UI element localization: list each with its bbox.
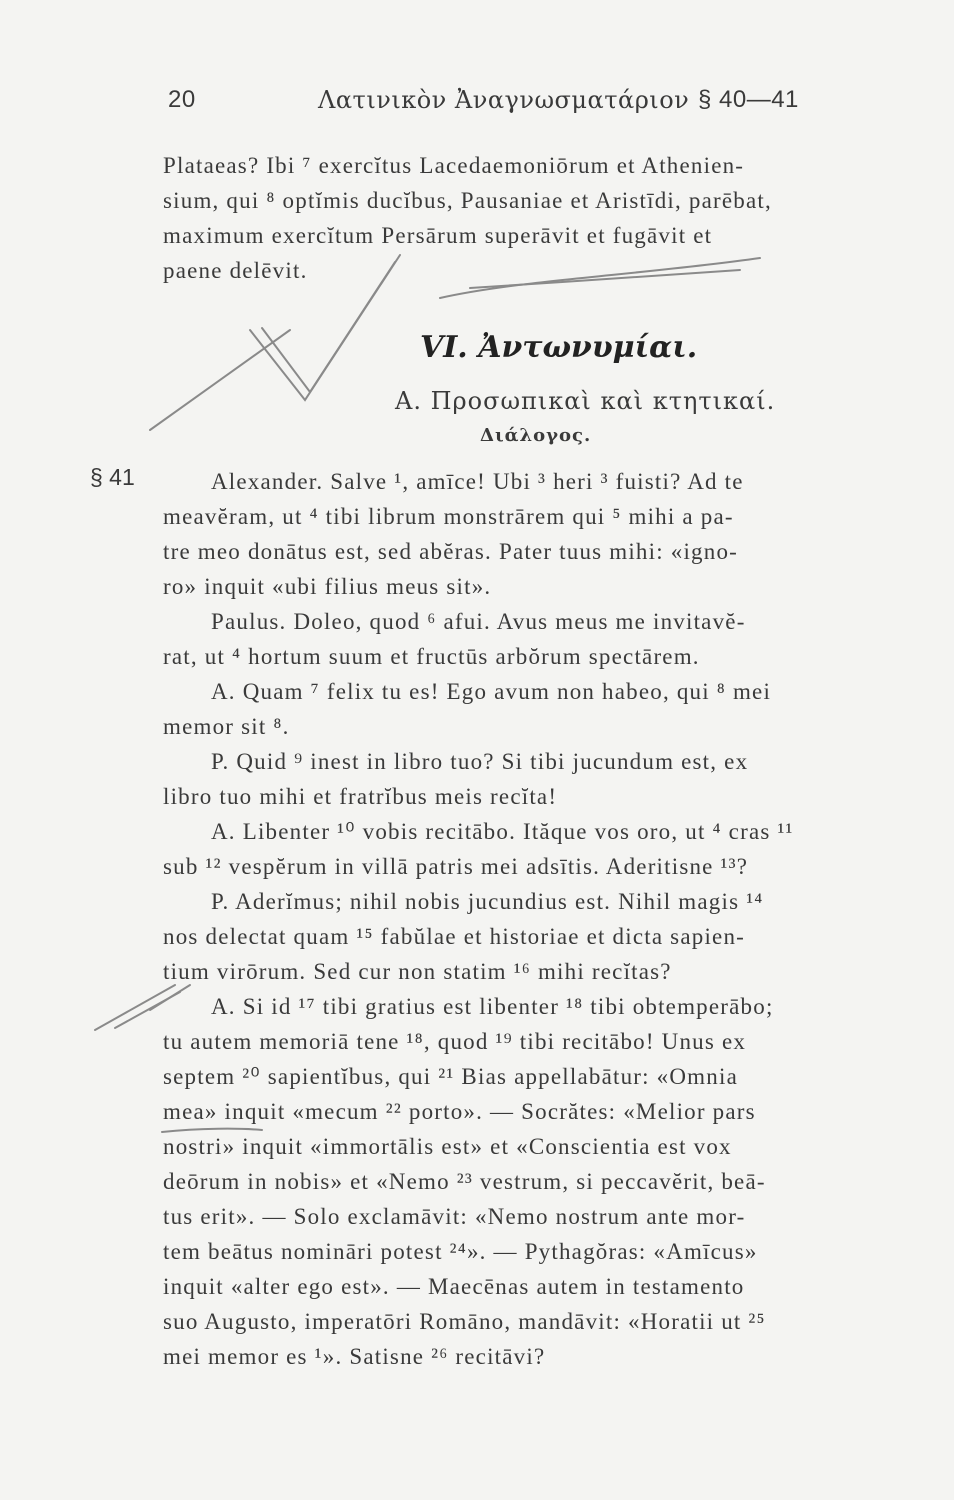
- text-line: libro tuo mihi et fratrĭbus meis recĭta!: [163, 784, 558, 809]
- text-line: mei memor es ¹». Satisne ²⁶ recitāvi?: [163, 1344, 546, 1369]
- text-line: meavĕram, ut ⁴ tibi librum monstrārem qui ⁵ mihi a pa-: [163, 504, 734, 529]
- page-number: 20: [168, 86, 196, 113]
- text-line: suo Augusto, imperatōri Romāno, mandāvit: «Horatii ut ²⁵: [163, 1309, 766, 1334]
- text-line: inquit «alter ego est». — Maecēnas autem in testamento: [163, 1274, 745, 1299]
- text-line: septem ²⁰ sapientĭbus, qui ²¹ Bias appellabātur: «Omnia: [163, 1064, 738, 1089]
- text-line: tium virōrum. Sed cur non statim ¹⁶ mihi recĭtas?: [163, 959, 672, 984]
- text-line: mea» inquit «mecum ²² porto». — Socrătes: «Melior pars: [163, 1099, 756, 1124]
- intro-paragraph: [163, 148, 933, 288]
- text-line: tre meo donātus est, sed abĕras. Pater tuus mihi: «igno-: [163, 539, 739, 564]
- text-line: ro» inquit «ubi filius meus sit».: [163, 574, 492, 599]
- text-line: maximum exercĭtum Persārum superāvit et fugāvit et: [163, 223, 713, 248]
- section-range: § 40—41: [698, 86, 799, 113]
- chapter-title: VI. Ἀντωνυμίαι.: [420, 330, 698, 365]
- text-line: rat, ut ⁴ hortum suum et fructūs arbŏrum spectārem.: [163, 644, 700, 669]
- text-line: P. Quid ⁹ inest in libro tuo? Si tibi jucundum est, ex: [211, 749, 749, 774]
- text-line: A. Libenter ¹⁰ vobis recitābo. Ităque vos oro, ut ⁴ cras ¹¹: [211, 819, 794, 844]
- text-line: Alexander. Salve ¹, amīce! Ubi ³ heri ³ fuisti? Ad te: [211, 469, 744, 494]
- section-marker: § 41: [90, 464, 135, 490]
- text-line: P. Aderĭmus; nihil nobis jucundius est. Nihil magis ¹⁴: [211, 889, 764, 914]
- text-line: tu autem memoriā tene ¹⁸, quod ¹⁹ tibi recitābo! Unus ex: [163, 1029, 747, 1054]
- text-line: Paulus. Doleo, quod ⁶ afui. Avus meus me invitavĕ-: [211, 609, 746, 634]
- text-line: A. Si id ¹⁷ tibi gratius est libenter ¹⁸ tibi obtemperābo;: [211, 994, 774, 1019]
- book-title: Λατινικὸν Ἀναγνωσματάριον: [318, 86, 690, 114]
- running-header: [168, 86, 828, 122]
- text-line: Plataeas? Ibi ⁷ exercĭtus Lacedaemoniōrum et Athenien-: [163, 153, 745, 178]
- text-line: paene delēvit.: [163, 258, 308, 283]
- text-line: deōrum in nobis» et «Nemo ²³ vestrum, si peccavĕrit, beā-: [163, 1169, 766, 1194]
- text-line: A. Quam ⁷ felix tu es! Ego avum non habeo, qui ⁸ mei: [211, 679, 772, 704]
- chapter-subheading: Α. Προσωπικαὶ καὶ κτητικαί.: [395, 387, 776, 415]
- text-line: sub ¹² vespĕrum in villā patris mei adsītis. Aderitisne ¹³?: [163, 854, 749, 879]
- text-line: sium, qui ⁸ optĭmis ducĭbus, Pausaniae et Aristīdi, parēbat,: [163, 188, 772, 213]
- text-line: tus erit». — Solo exclamāvit: «Nemo nostrum ante mor-: [163, 1204, 746, 1229]
- text-line: memor sit ⁸.: [163, 714, 290, 739]
- text-line: nos delectat quam ¹⁵ fabŭlae et historiae et dicta sapien-: [163, 924, 746, 949]
- dialog-label: Διάλογος.: [480, 425, 592, 446]
- dialog-text: [163, 464, 933, 1374]
- text-line: tem beātus nomināri potest ²⁴». — Pythagŏras: «Amīcus»: [163, 1239, 758, 1264]
- text-line: nostri» inquit «immortālis est» et «Conscientia est vox: [163, 1134, 732, 1159]
